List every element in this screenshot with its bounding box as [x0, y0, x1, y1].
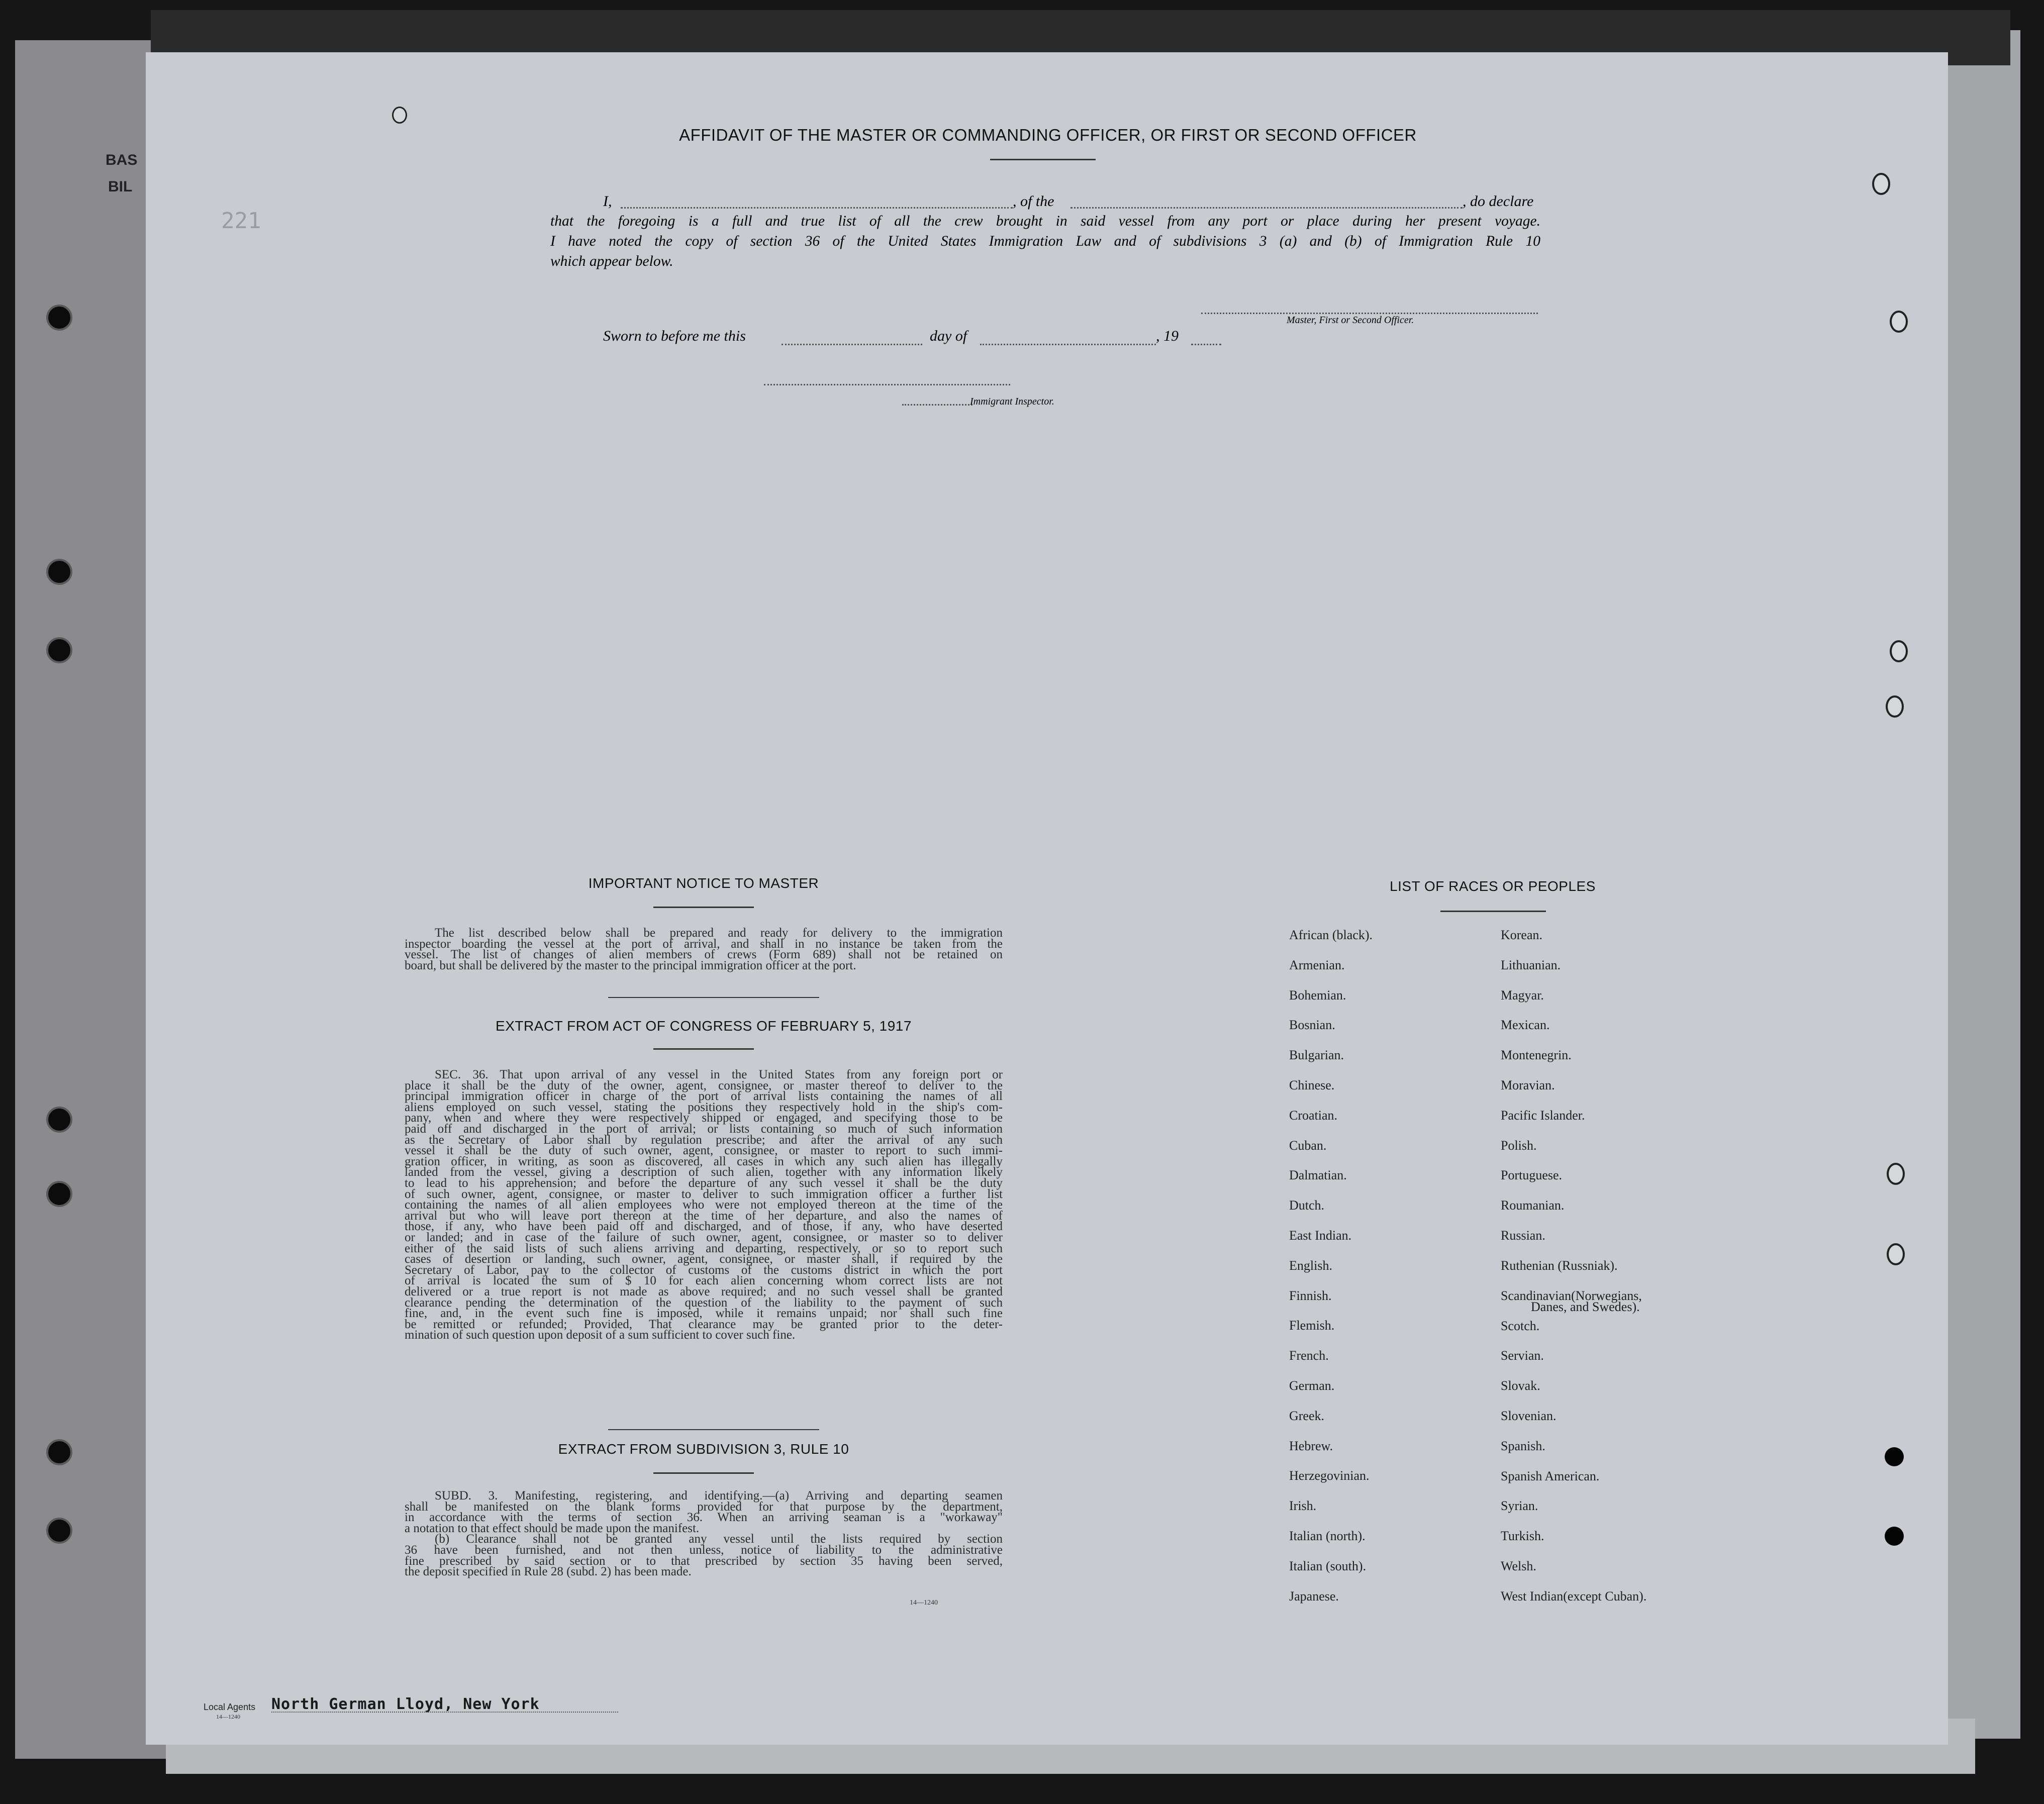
race-item: Spanish. — [1501, 1438, 1545, 1453]
punch-hole-icon — [1887, 1243, 1905, 1265]
act-line: arrival but who will leave port thereon at the time of her departure, and also the names of — [405, 1209, 1003, 1223]
act-line: cases of desertion or landing, such owner, agent, consignee, or master shall, if required by the — [405, 1252, 1003, 1266]
punch-hole-icon — [1890, 311, 1908, 333]
race-item: Herzegovinian. — [1289, 1468, 1370, 1483]
act-line: gration officer, in writing, as soon as discovered, all cases in which any such alien has illegally — [405, 1154, 1003, 1168]
race-item: Welsh. — [1501, 1559, 1536, 1573]
race-item: Irish. — [1289, 1498, 1317, 1514]
act-line: place it shall be the duty of the owner, agent, consignee, or master thereof to deliver to the — [405, 1078, 1003, 1092]
race-item: Lithuanian. — [1501, 957, 1561, 972]
rule-title-rule — [653, 1472, 754, 1474]
agent-stamp: North German Lloyd, New York — [271, 1695, 540, 1713]
rule-line: SUBD. 3. Manifesting, registering, and identifying.—(a) Arriving and departing seamen — [435, 1489, 1003, 1502]
punch-hole-icon — [1886, 695, 1904, 718]
punch-hole-icon — [392, 107, 407, 124]
race-item: Korean. — [1501, 928, 1543, 942]
act-end-rule — [608, 1429, 819, 1430]
rule-line: shall be manifested on the blank forms provided for that purpose by the department, — [405, 1499, 1003, 1514]
race-item: Servian. — [1501, 1348, 1544, 1363]
manifest-back-page — [146, 52, 1948, 1745]
punch-hole-icon — [1885, 1447, 1904, 1466]
race-item: West Indian(except Cuban). — [1501, 1588, 1647, 1603]
race-item: Moravian. — [1501, 1078, 1555, 1092]
races-title-rule — [1440, 911, 1546, 912]
race-item: Bosnian. — [1289, 1018, 1335, 1033]
affidavit-line-4: which appear below. — [550, 253, 673, 269]
notice-line: inspector boarding the vessel at the port of arrival, and shall in no instance be taken from the — [405, 937, 1003, 951]
punch-hole-icon — [1885, 1527, 1904, 1546]
race-item: Spanish American. — [1501, 1468, 1600, 1483]
act-line: as the Secretary of Labor shall by regulation prescribe; and after the arrival of any such — [405, 1133, 1003, 1147]
act-line: aliens employed on such vessel, stating the positions they respectively hold in the ship's com- — [405, 1100, 1003, 1114]
race-item: Magyar. — [1501, 987, 1544, 1003]
sworn-month-field[interactable] — [980, 344, 1156, 345]
rule-line: a notation to that effect should be made upon the manifest. — [405, 1521, 700, 1535]
act-line: delivered or a true report is not made as above required; and no such vessel shall be granted — [405, 1285, 1003, 1298]
footer-form-number: 14—1240 — [216, 1713, 240, 1720]
race-item: German. — [1289, 1378, 1335, 1393]
races-title: LIST OF RACES OR PEOPLES — [1390, 878, 1596, 894]
race-item: Flemish. — [1289, 1318, 1335, 1333]
race-item: French. — [1289, 1348, 1329, 1363]
race-item: Dalmatian. — [1289, 1168, 1347, 1183]
race-item: Croatian. — [1289, 1108, 1338, 1123]
act-line: SEC. 36. That upon arrival of any vessel in the United States from any foreign port or — [435, 1068, 1003, 1081]
master-signature-label: Master, First or Second Officer. — [1287, 315, 1414, 326]
act-title-rule — [653, 1048, 754, 1050]
act-line: containing the names of all alien employees who were not employed thereon at the time of the — [405, 1198, 1003, 1212]
notice-title-rule — [653, 907, 754, 908]
race-item: Portuguese. — [1501, 1168, 1563, 1183]
race-item: Russian. — [1501, 1228, 1545, 1243]
binder-hole-icon — [46, 1518, 72, 1544]
affidavit-title: AFFIDAVIT OF THE MASTER OR COMMANDING OFFICER, OR FIRST OR SECOND OFFICER — [679, 126, 1417, 144]
binder-hole-icon — [46, 1181, 72, 1207]
race-item: Hebrew. — [1289, 1438, 1333, 1453]
punch-hole-icon — [1887, 1163, 1905, 1185]
sworn-year-field[interactable] — [1191, 344, 1221, 345]
binder-hole-icon — [46, 305, 72, 331]
act-line: of arrival is located the sum of $ 10 for each alien concerning whom correct lists are not — [405, 1274, 1003, 1288]
race-item: Italian (north). — [1289, 1529, 1366, 1543]
binder-hole-icon — [46, 559, 72, 585]
race-item: Armenian. — [1289, 957, 1345, 972]
act-line: or landed; and in case of the failure of such owner, agent, consignee, or master so to deliver — [405, 1231, 1003, 1244]
inspector-signature-leader — [902, 404, 972, 406]
act-title: EXTRACT FROM ACT OF CONGRESS OF FEBRUARY 5, 1917 — [496, 1018, 912, 1034]
inspector-signature-label: Immigrant Inspector. — [970, 396, 1054, 407]
act-line: paid off and discharged in the port of arrival; or lists containing so much of such information — [405, 1122, 1003, 1136]
rule-title: EXTRACT FROM SUBDIVISION 3, RULE 10 — [558, 1441, 849, 1457]
race-item: English. — [1289, 1258, 1332, 1273]
race-item: Roumanian. — [1501, 1198, 1565, 1213]
affidavit-line-i: I, — [603, 193, 612, 210]
race-item: African (black). — [1289, 928, 1373, 942]
act-line: vessel it shall be the duty of such owner, agent, consignee, or master to report to such immi- — [405, 1144, 1003, 1158]
year-prefix-label: , 19 — [1156, 328, 1179, 344]
race-item: Chinese. — [1289, 1078, 1335, 1092]
race-item: Dutch. — [1289, 1198, 1325, 1213]
race-item: Cuban. — [1289, 1138, 1327, 1153]
name-field[interactable] — [621, 207, 1013, 209]
race-item: Scotch. — [1501, 1318, 1540, 1333]
affidavit-line-3: I have noted the copy of section 36 of the United States Immigration Law and of subdivisions 3 (a) and (b) of Immigration Rule 10 — [550, 233, 1540, 249]
rule-form-number: 14—1240 — [910, 1599, 938, 1607]
race-item: Mexican. — [1501, 1018, 1550, 1033]
act-line: either of the said lists of such aliens arriving and departing, respectively, or so to report such — [405, 1241, 1003, 1255]
race-item: Ruthenian (Russniak). — [1501, 1258, 1618, 1273]
notice-line: vessel. The list of changes of alien members of crews (Form 689) shall not be retained on — [405, 948, 1003, 962]
act-line: principal immigration officer in charge of the port of arrival lists containing the names of all — [405, 1089, 1003, 1104]
title-rule — [990, 159, 1096, 160]
rule-line: (b) Clearance shall not be granted any vessel until the lists required by section — [435, 1532, 1003, 1546]
underlying-page-left — [15, 40, 166, 1759]
day-of-label: day of — [930, 328, 967, 344]
race-item: Bohemian. — [1289, 987, 1346, 1003]
act-line: fine, and, in the event such fine is imposed, while it remains unpaid; nor shall such fine — [405, 1307, 1003, 1321]
race-item: Scandinavian(Norwegians, — [1501, 1288, 1642, 1303]
notice-line: The list described below shall be prepared and ready for delivery to the immigration — [435, 926, 1003, 940]
vessel-name-field[interactable] — [1070, 207, 1463, 209]
inspector-signature-field[interactable] — [764, 384, 1010, 385]
race-item: Montenegrin. — [1501, 1048, 1572, 1063]
race-item: Japanese. — [1289, 1588, 1339, 1603]
act-line: be remitted or refunded; Provided, That clearance may be granted prior to the deter- — [405, 1317, 1003, 1331]
act-line: clearance pending the determination of the question of the liability to the payment of such — [405, 1295, 1003, 1310]
act-line: those, if any, who have been paid off and discharged, and of those, if any, who have deserted — [405, 1220, 1003, 1234]
notice-title: IMPORTANT NOTICE TO MASTER — [588, 875, 819, 891]
act-line: of such owner, agent, consignee, or master to deliver to such immigration officer a further list — [405, 1187, 1003, 1201]
rule-line: fine prescribed by said section or to that prescribed by section 35 having been served, — [405, 1554, 1003, 1568]
affidavit-declare: , do declare — [1463, 193, 1534, 210]
act-line: mination of such question upon deposit of a sum sufficient to cover such fine. — [405, 1328, 796, 1342]
race-item: Turkish. — [1501, 1529, 1544, 1544]
rule-line: the deposit specified in Rule 28 (subd. 2) has been made. — [405, 1565, 692, 1579]
binder-hole-icon — [46, 637, 72, 663]
binder-hole-icon — [46, 1107, 72, 1133]
race-item: Syrian. — [1501, 1498, 1538, 1514]
act-line: to lead to his apprehension; and before the departure of any such vessel it shall be the duty — [405, 1176, 1003, 1190]
race-item: Bulgarian. — [1289, 1048, 1344, 1063]
master-signature-field[interactable] — [1201, 313, 1538, 314]
act-line: Secretary of Labor, pay to the collector of customs of the customs district in which the port — [405, 1263, 1003, 1277]
race-item: Slovenian. — [1501, 1409, 1556, 1423]
rule-line: in accordance with the terms of section 36. When an arriving seaman is a "workaway" — [405, 1511, 1003, 1525]
binder-hole-icon — [46, 1439, 72, 1465]
left-tab-text-2: BIL — [108, 178, 133, 195]
handwritten-margin-mark: 221 — [221, 208, 261, 234]
local-agents-label: Local Agents — [204, 1702, 256, 1712]
notice-end-rule — [608, 997, 819, 998]
race-item: Greek. — [1289, 1408, 1325, 1423]
affidavit-line-2: that the foregoing is a full and true list of all the crew brought in said vessel from any port or place during her present voyage. — [550, 213, 1540, 229]
race-item: East Indian. — [1289, 1228, 1352, 1243]
sworn-label: Sworn to before me this — [603, 328, 746, 344]
punch-hole-icon — [1872, 173, 1890, 195]
race-item: Danes, and Swedes). — [1531, 1299, 1640, 1314]
left-tab-text-1: BAS — [106, 152, 138, 168]
rule-line: 36 have been furnished, and not then unless, notice of liability to the administrative — [405, 1543, 1003, 1557]
notice-line: board, but shall be delivered by the master to the principal immigration officer at the port. — [405, 958, 856, 972]
race-item: Slovak. — [1501, 1378, 1540, 1393]
act-line: pany, when and where they were respectively shipped or engaged, and specifying those to be — [405, 1111, 1003, 1125]
agent-stamp-line — [271, 1712, 618, 1713]
sworn-day-field[interactable] — [782, 344, 922, 345]
race-item: Polish. — [1501, 1138, 1537, 1153]
act-line: landed from the vessel, giving a description of such alien, together with any information likely — [405, 1165, 1003, 1179]
race-item: Finnish. — [1289, 1288, 1332, 1303]
race-item: Pacific Islander. — [1501, 1108, 1585, 1123]
affidavit-of-the: , of the — [1013, 193, 1054, 210]
race-item: Italian (south). — [1289, 1558, 1367, 1573]
